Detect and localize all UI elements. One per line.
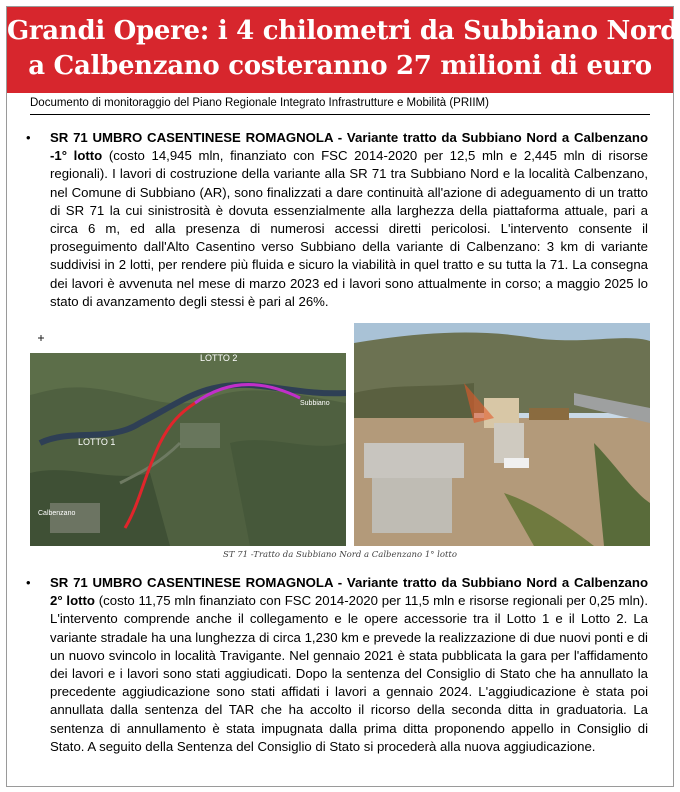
section-2-title: SR 71 UMBRO CASENTINESE ROMAGNOLA - Variante tratto da Subbiano Nord a Calbenzano 2° lotto xyxy=(50,575,648,609)
headline-banner xyxy=(7,7,679,93)
bullet-icon: • xyxy=(26,130,31,145)
map-label-lotto1: LOTTO 1 xyxy=(78,437,116,447)
map-label-subbiano: Subbiano xyxy=(300,400,330,407)
bullet-icon: • xyxy=(26,575,31,590)
headline-line-2: a Calbenzano costeranno 27 milioni di euro xyxy=(28,51,652,81)
map-label-calbenzano: Calbenzano xyxy=(38,510,76,517)
construction-site-photo xyxy=(354,323,650,546)
section-1-body: (costo 14,945 mln, finanziato con FSC 2014-2020 per 12,5 mln e 2,445 mln di risorse regionali). I lavori di costruzione della variante alla SR 71 tra Subbiano Nord e la località Calbenzano, nel Comune di Subbiano (AR), sono finalizzati a dare continuità all'azione di adeguamento di un tratto di SR 71 la cui sinistrosità è dovuta essenzialmente alla larghezza della piattaforma attuale, pari a circa 6 m, ed alla presenza di numerosi accessi diretti pericolosi. L'intervento consente il proseguimento dall'Alto Casentino verso Subbiano della variante di Calbenzano: 3 km di variante suddivisi in 2 lotti, per rendere più fluida e sicuro la viabilità in quel tratto e su tutta la 71. La consegna dei lavori è avvenuta nel mese di marzo 2023 ed i lavori sono attualmente in corso; a maggio 2025 lo stato di avanzamento degli stessi è pari al 26%. xyxy=(50,148,648,309)
section-2-body: (costo 11,75 mln finanziato con FSC 2014-2020 per 11,5 mln e risorse regionali per 0,25 mln). L'intervento comprende anche il collegamento e le opere accessorie tra il Lotto 1 e il Lotto 2. La variante stradale ha una lunghezza di circa 1,230 km e prevede la realizzazione di due nuovi ponti e di un nuovo svincolo in località Travigante. Nel gennaio 2021 è stata pubblicata la gara per l'affidamento dei lavori e i lavori sono stati aggiudicati. Dopo la sentenza del Consiglio di Stato che ha annullato la precedente aggiudicazione sono stati affidati i lavori a gennaio 2024. L'aggiudicazione è stata poi annullata dalla sentenza del TAR che ha accolto il ricorso della seconda ditta in graduatoria. La sentenza di annullamento è stata impugnata dalla prima ditta proponendo appello in Consiglio di Stato. A seguito della Sentenza del Consiglio di Stato si procederà alla nuova aggiudicazione. xyxy=(50,593,648,754)
aerial-map-image xyxy=(30,323,346,546)
section-lotto-1 xyxy=(26,129,648,311)
section-lotto-2 xyxy=(26,574,648,756)
headline-line-1: Grandi Opere: i 4 chilometri da Subbiano Nord xyxy=(7,16,679,46)
subtitle-divider xyxy=(30,114,650,115)
map-label-lotto2: LOTTO 2 xyxy=(200,353,238,363)
figure-caption: ST 71 -Tratto da Subbiano Nord a Calbenzano 1° lotto xyxy=(223,550,457,560)
section-1-title: SR 71 UMBRO CASENTINESE ROMAGNOLA - Variante tratto da Subbiano Nord a Calbenzano -1° lotto xyxy=(50,130,648,164)
document-subtitle: Documento di monitoraggio del Piano Regionale Integrato Infrastrutture e Mobilità (PRIIM) xyxy=(30,97,489,109)
